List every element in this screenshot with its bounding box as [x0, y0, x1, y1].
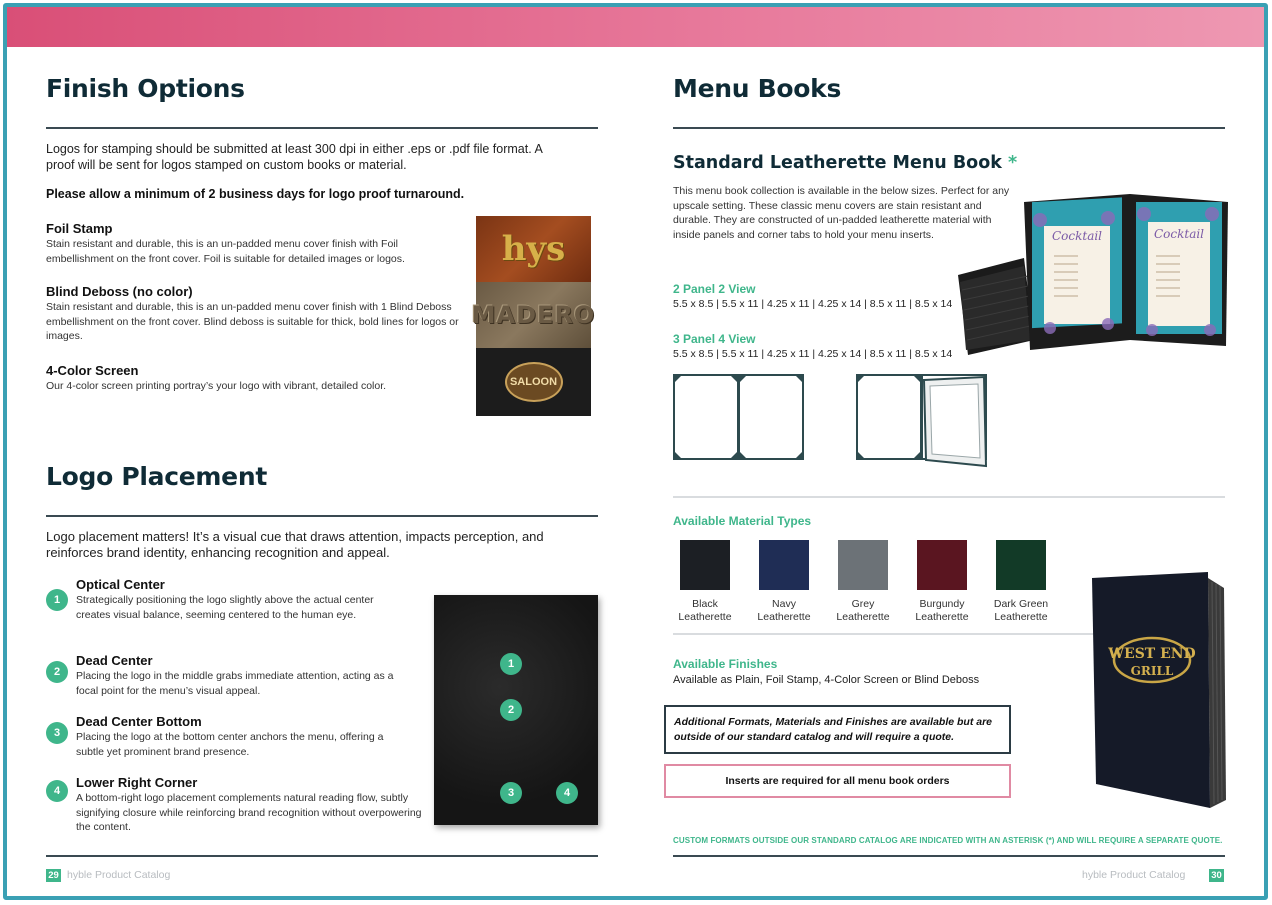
swatch-label-black: Black Leatherette [678, 598, 732, 623]
placement-text-1: Strategically positioning the logo slightly above the actual center creates visual balance, seeming centered to the human eye. [76, 594, 374, 621]
swatch-navy [759, 540, 809, 590]
page-frame [3, 3, 1268, 900]
footer-label-right: hyble Product Catalog [1082, 869, 1186, 881]
placement-title-4: Lower Right Corner [76, 775, 198, 790]
placement-title-3: Dead Center Bottom [76, 714, 202, 729]
placement-example-cover [434, 595, 598, 825]
finish-deboss-title: Blind Deboss (no color) [46, 284, 193, 299]
placement-intro: Logo placement matters! It’s a visual cue that draws attention, impacts perception, and reinforces brand identity, enhancing recognition and appeal. [46, 529, 544, 560]
product-description: This menu book collection is available in the below sizes. Perfect for any upscale setting. These classic menu covers are stain resistant and durable. They are constructed of un-padded leatherette material with inside panels and corner tabs to hold your menu inserts. [673, 185, 1010, 241]
menu-books-title: Menu Books [673, 74, 842, 103]
foil-sample-logo: hys [501, 229, 566, 269]
materials-title: Available Material Types [673, 514, 812, 528]
product-title-text: Standard Leatherette Menu Book [673, 153, 1002, 173]
custom-format-note: CUSTOM FORMATS OUTSIDE OUR STANDARD CATALOG ARE INDICATED WITH AN ASTERISK (*) AND WILL REQUIRE A SEPARATE QUOTE. [673, 836, 1223, 845]
custom-asterisk: * [1007, 153, 1018, 173]
screen-sample-logo: SALOON [505, 362, 563, 402]
header-bar [7, 7, 1264, 47]
two-panel-diagram [673, 374, 805, 460]
divider [46, 127, 598, 129]
finish-notice: Please allow a minimum of 2 business days for logo proof turnaround. [46, 187, 465, 201]
westend-logo-line1: WEST END [1108, 646, 1196, 662]
finish-foil-text: Stain resistant and durable, this is an un-padded menu cover finish with Foil embellishment on the front cover. Foil is suitable for detailed images or logos. [46, 238, 405, 265]
placement-number-2: 2 [46, 661, 68, 683]
section-divider [673, 633, 1093, 635]
finish-samples-image [471, 216, 596, 416]
footer-label-left: hyble Product Catalog [67, 869, 171, 881]
placement-text-2: Placing the logo in the middle grabs immediate attention, acting as a focal point for the menu’s visual appeal. [76, 670, 394, 697]
footer-divider [46, 855, 598, 857]
finish-options-title: Finish Options [46, 74, 245, 103]
placement-marker-2: 2 [500, 699, 522, 721]
placement-title-2: Dead Center [76, 653, 153, 668]
swatch-grey [838, 540, 888, 590]
swatch-black [680, 540, 730, 590]
westend-logo-line2: GRILL [1130, 664, 1174, 678]
placement-number-1: 1 [46, 589, 68, 611]
quote-notice-box: Additional Formats, Materials and Finishes are available but are outside of our standard catalog and will require a quote. [664, 705, 1011, 754]
product-title [673, 153, 1017, 173]
svg-text:Cocktail: Cocktail [1051, 229, 1103, 243]
swatch-label-dark-green: Dark Green Leatherette [993, 598, 1049, 623]
divider [46, 515, 598, 517]
swatch-burgundy [917, 540, 967, 590]
finish-screen-title: 4-Color Screen [46, 363, 139, 378]
logo-placement-title: Logo Placement [46, 462, 267, 491]
finish-deboss-text: Stain resistant and durable, this is an un-padded menu cover finish with 1 Blind Deboss embellishment on the front cover. Blind deboss is suitable for thick, bold lines for logos or images. [46, 301, 459, 342]
page-number-left: 29 [46, 869, 61, 882]
view-2panel-title: 2 Panel 2 View [673, 282, 756, 296]
footer-divider [673, 855, 1225, 857]
finish-screen-text: Our 4-color screen printing portray’s your logo with vibrant, detailed color. [46, 380, 387, 392]
placement-text-4: A bottom-right logo placement complements natural reading flow, subtly signifying closure while reinforcing brand recognition without overpowering the content. [76, 792, 422, 833]
page-number-right: 30 [1209, 869, 1224, 882]
finish-foil-title: Foil Stamp [46, 221, 113, 236]
finishes-title: Available Finishes [673, 657, 778, 671]
swatch-dark-green [996, 540, 1046, 590]
placement-number-4: 4 [46, 780, 68, 802]
svg-text:Cocktail: Cocktail [1153, 227, 1205, 241]
foil-sample [476, 216, 591, 282]
placement-marker-3: 3 [500, 782, 522, 804]
view-3panel-sizes: 5.5 x 8.5 | 5.5 x 11 | 4.25 x 11 | 4.25 x 14 | 8.5 x 11 | 8.5 x 14 [673, 348, 953, 360]
closed-menu-book-image [1090, 570, 1228, 810]
placement-title-1: Optical Center [76, 577, 165, 592]
finishes-text: Available as Plain, Foil Stamp, 4-Color Screen or Blind Deboss [673, 674, 980, 686]
swatch-label-burgundy: Burgundy Leatherette [915, 598, 969, 623]
open-menu-book-image [958, 190, 1234, 355]
deboss-sample-logo: MADERO [471, 301, 596, 329]
placement-number-3: 3 [46, 722, 68, 744]
view-2panel-sizes: 5.5 x 8.5 | 5.5 x 11 | 4.25 x 11 | 4.25 x 14 | 8.5 x 11 | 8.5 x 14 [673, 298, 953, 310]
finish-intro: Logos for stamping should be submitted at least 300 dpi in either .eps or .pdf file format. A proof will be sent for logos stamped on custom books or material. [46, 142, 543, 172]
section-divider [673, 496, 1225, 498]
inserts-notice-box: Inserts are required for all menu book orders [664, 764, 1011, 798]
placement-marker-4: 4 [556, 782, 578, 804]
divider [673, 127, 1225, 129]
three-panel-diagram [856, 374, 990, 470]
view-3panel-title: 3 Panel 4 View [673, 332, 756, 346]
swatch-label-navy: Navy Leatherette [757, 598, 811, 623]
swatch-label-grey: Grey Leatherette [836, 598, 890, 623]
screen-sample [476, 348, 591, 416]
placement-text-3: Placing the logo at the bottom center anchors the menu, offering a subtle yet prominent brand presence. [76, 731, 384, 758]
deboss-sample [471, 282, 596, 348]
placement-marker-1: 1 [500, 653, 522, 675]
